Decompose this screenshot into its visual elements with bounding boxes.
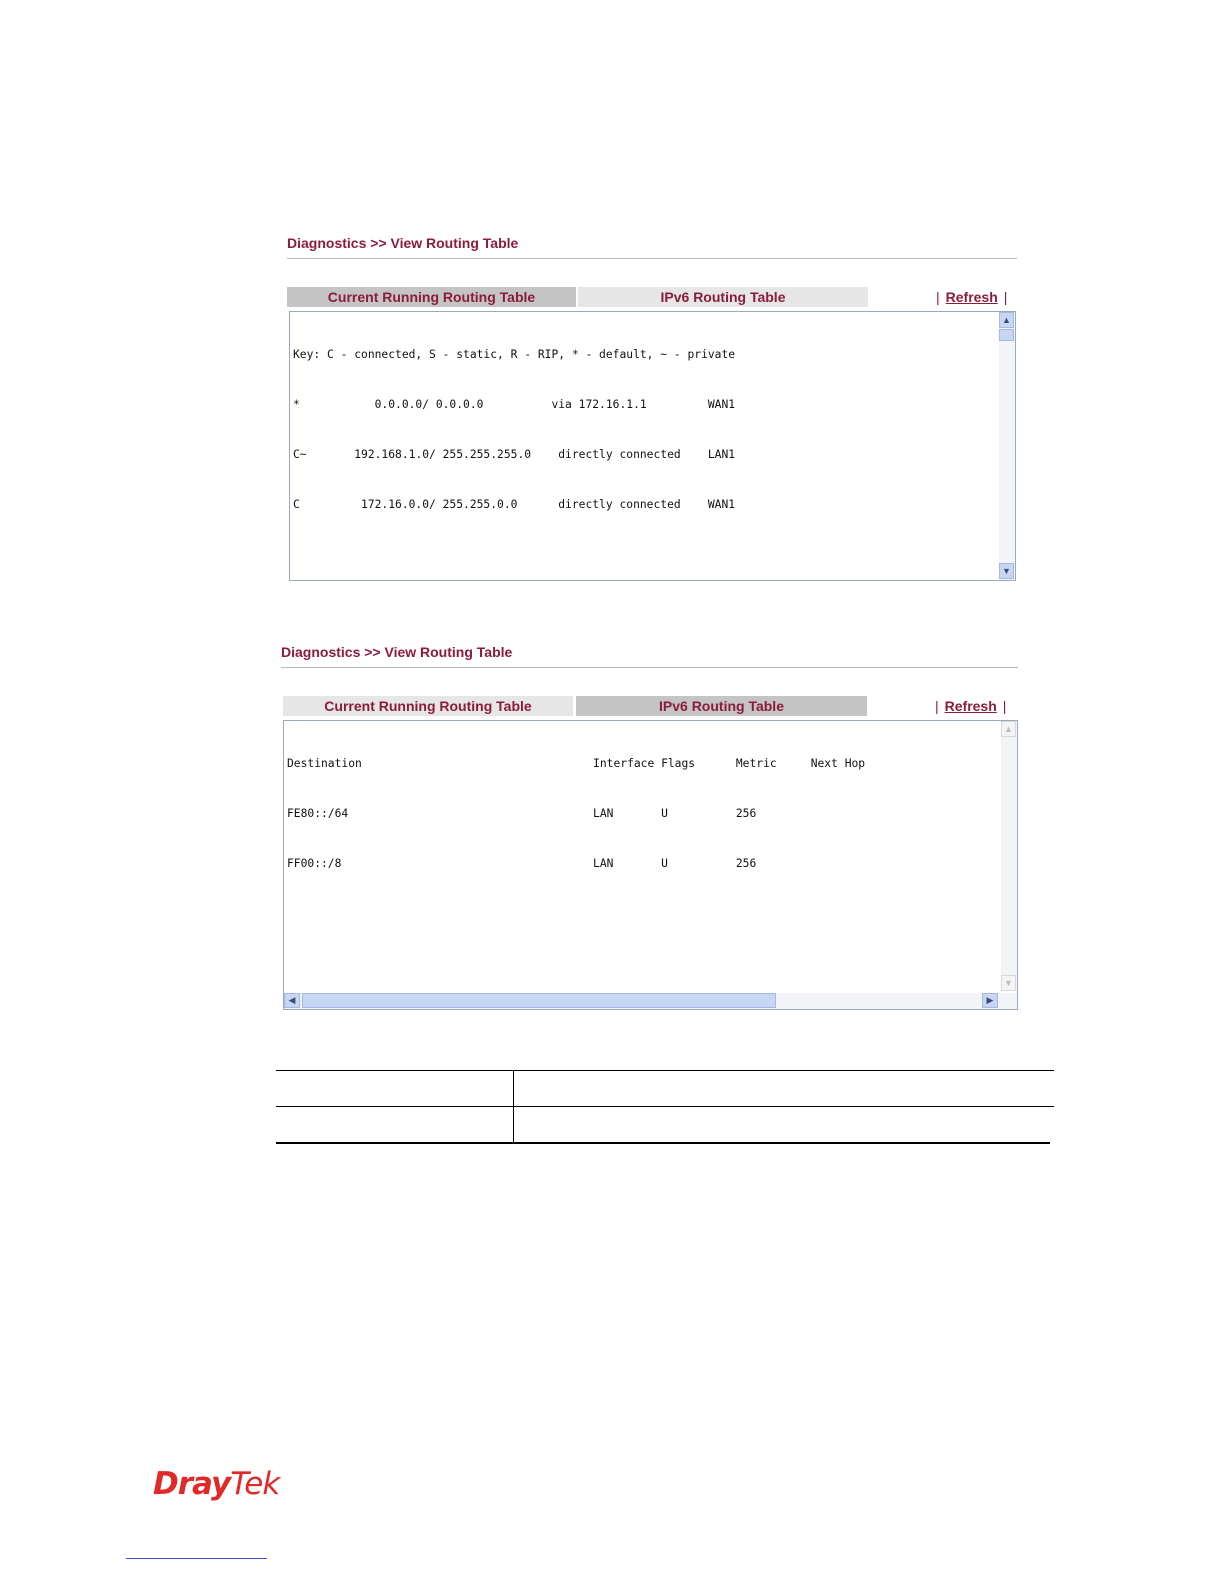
separator: | — [936, 289, 940, 305]
scroll-down-icon[interactable]: ▼ — [1001, 975, 1016, 991]
footer-rule — [126, 1558, 267, 1559]
routing-line: Key: C - connected, S - static, R - RIP, * - default, ~ - private — [293, 348, 736, 362]
scroll-up-icon[interactable]: ▲ — [999, 312, 1014, 328]
logo-part-tek: Tek — [230, 1466, 280, 1502]
draytek-logo — [153, 1466, 279, 1502]
ipv6-routing-table-content — [287, 723, 865, 906]
breadcrumb: Diagnostics >> View Routing Table — [281, 644, 513, 660]
routing-line: * 0.0.0.0/ 0.0.0.0 via 172.16.1.1 WAN1 — [293, 397, 736, 411]
routing-line: FE80::/64 LAN U 256 — [287, 806, 757, 820]
table-rule — [276, 1142, 1050, 1144]
horizontal-scroll-thumb[interactable] — [302, 993, 776, 1008]
table-rule — [276, 1070, 1054, 1071]
separator: | — [1003, 289, 1008, 305]
scroll-right-icon[interactable]: ▶ — [982, 993, 998, 1008]
routing-line: Destination Interface Flags Metric Next Hop — [287, 757, 866, 771]
logo-part-dray: Dray — [153, 1466, 231, 1502]
table-column-divider — [513, 1070, 514, 1143]
routing-line: C 172.16.0.0/ 255.255.0.0 directly connected WAN1 — [293, 497, 736, 511]
scroll-down-icon[interactable]: ▼ — [999, 563, 1014, 579]
breadcrumb: Diagnostics >> View Routing Table — [287, 235, 519, 251]
horizontal-scrollbar[interactable] — [284, 993, 1017, 1009]
table-rule — [276, 1106, 1054, 1107]
scroll-up-icon[interactable]: ▲ — [1001, 721, 1016, 737]
vertical-scrollbar[interactable] — [999, 312, 1015, 580]
separator: | — [1002, 698, 1007, 714]
routing-table-content — [293, 314, 735, 546]
scroll-thumb[interactable] — [999, 329, 1014, 341]
routing-table-textarea[interactable] — [289, 311, 1016, 581]
refresh-group — [930, 289, 1013, 305]
separator: | — [935, 698, 939, 714]
tab-ipv6-routing-table[interactable]: IPv6 Routing Table — [578, 287, 868, 307]
tab-current-running-routing-table[interactable]: Current Running Routing Table — [287, 287, 576, 307]
refresh-group — [929, 698, 1012, 714]
tab-current-running-routing-table[interactable]: Current Running Routing Table — [283, 696, 573, 716]
routing-line: C~ 192.168.1.0/ 255.255.255.0 directly connected LAN1 — [293, 447, 736, 461]
breadcrumb-divider — [287, 258, 1017, 259]
vertical-scrollbar[interactable] — [1001, 721, 1017, 991]
refresh-link[interactable]: Refresh — [944, 698, 997, 714]
tab-ipv6-routing-table[interactable]: IPv6 Routing Table — [576, 696, 867, 716]
routing-line: FF00::/8 LAN U 256 — [287, 856, 757, 870]
scroll-left-icon[interactable]: ◀ — [284, 993, 300, 1008]
refresh-link[interactable]: Refresh — [945, 289, 998, 305]
ipv6-routing-table-textarea[interactable] — [283, 720, 1018, 1010]
breadcrumb-divider — [281, 667, 1018, 668]
